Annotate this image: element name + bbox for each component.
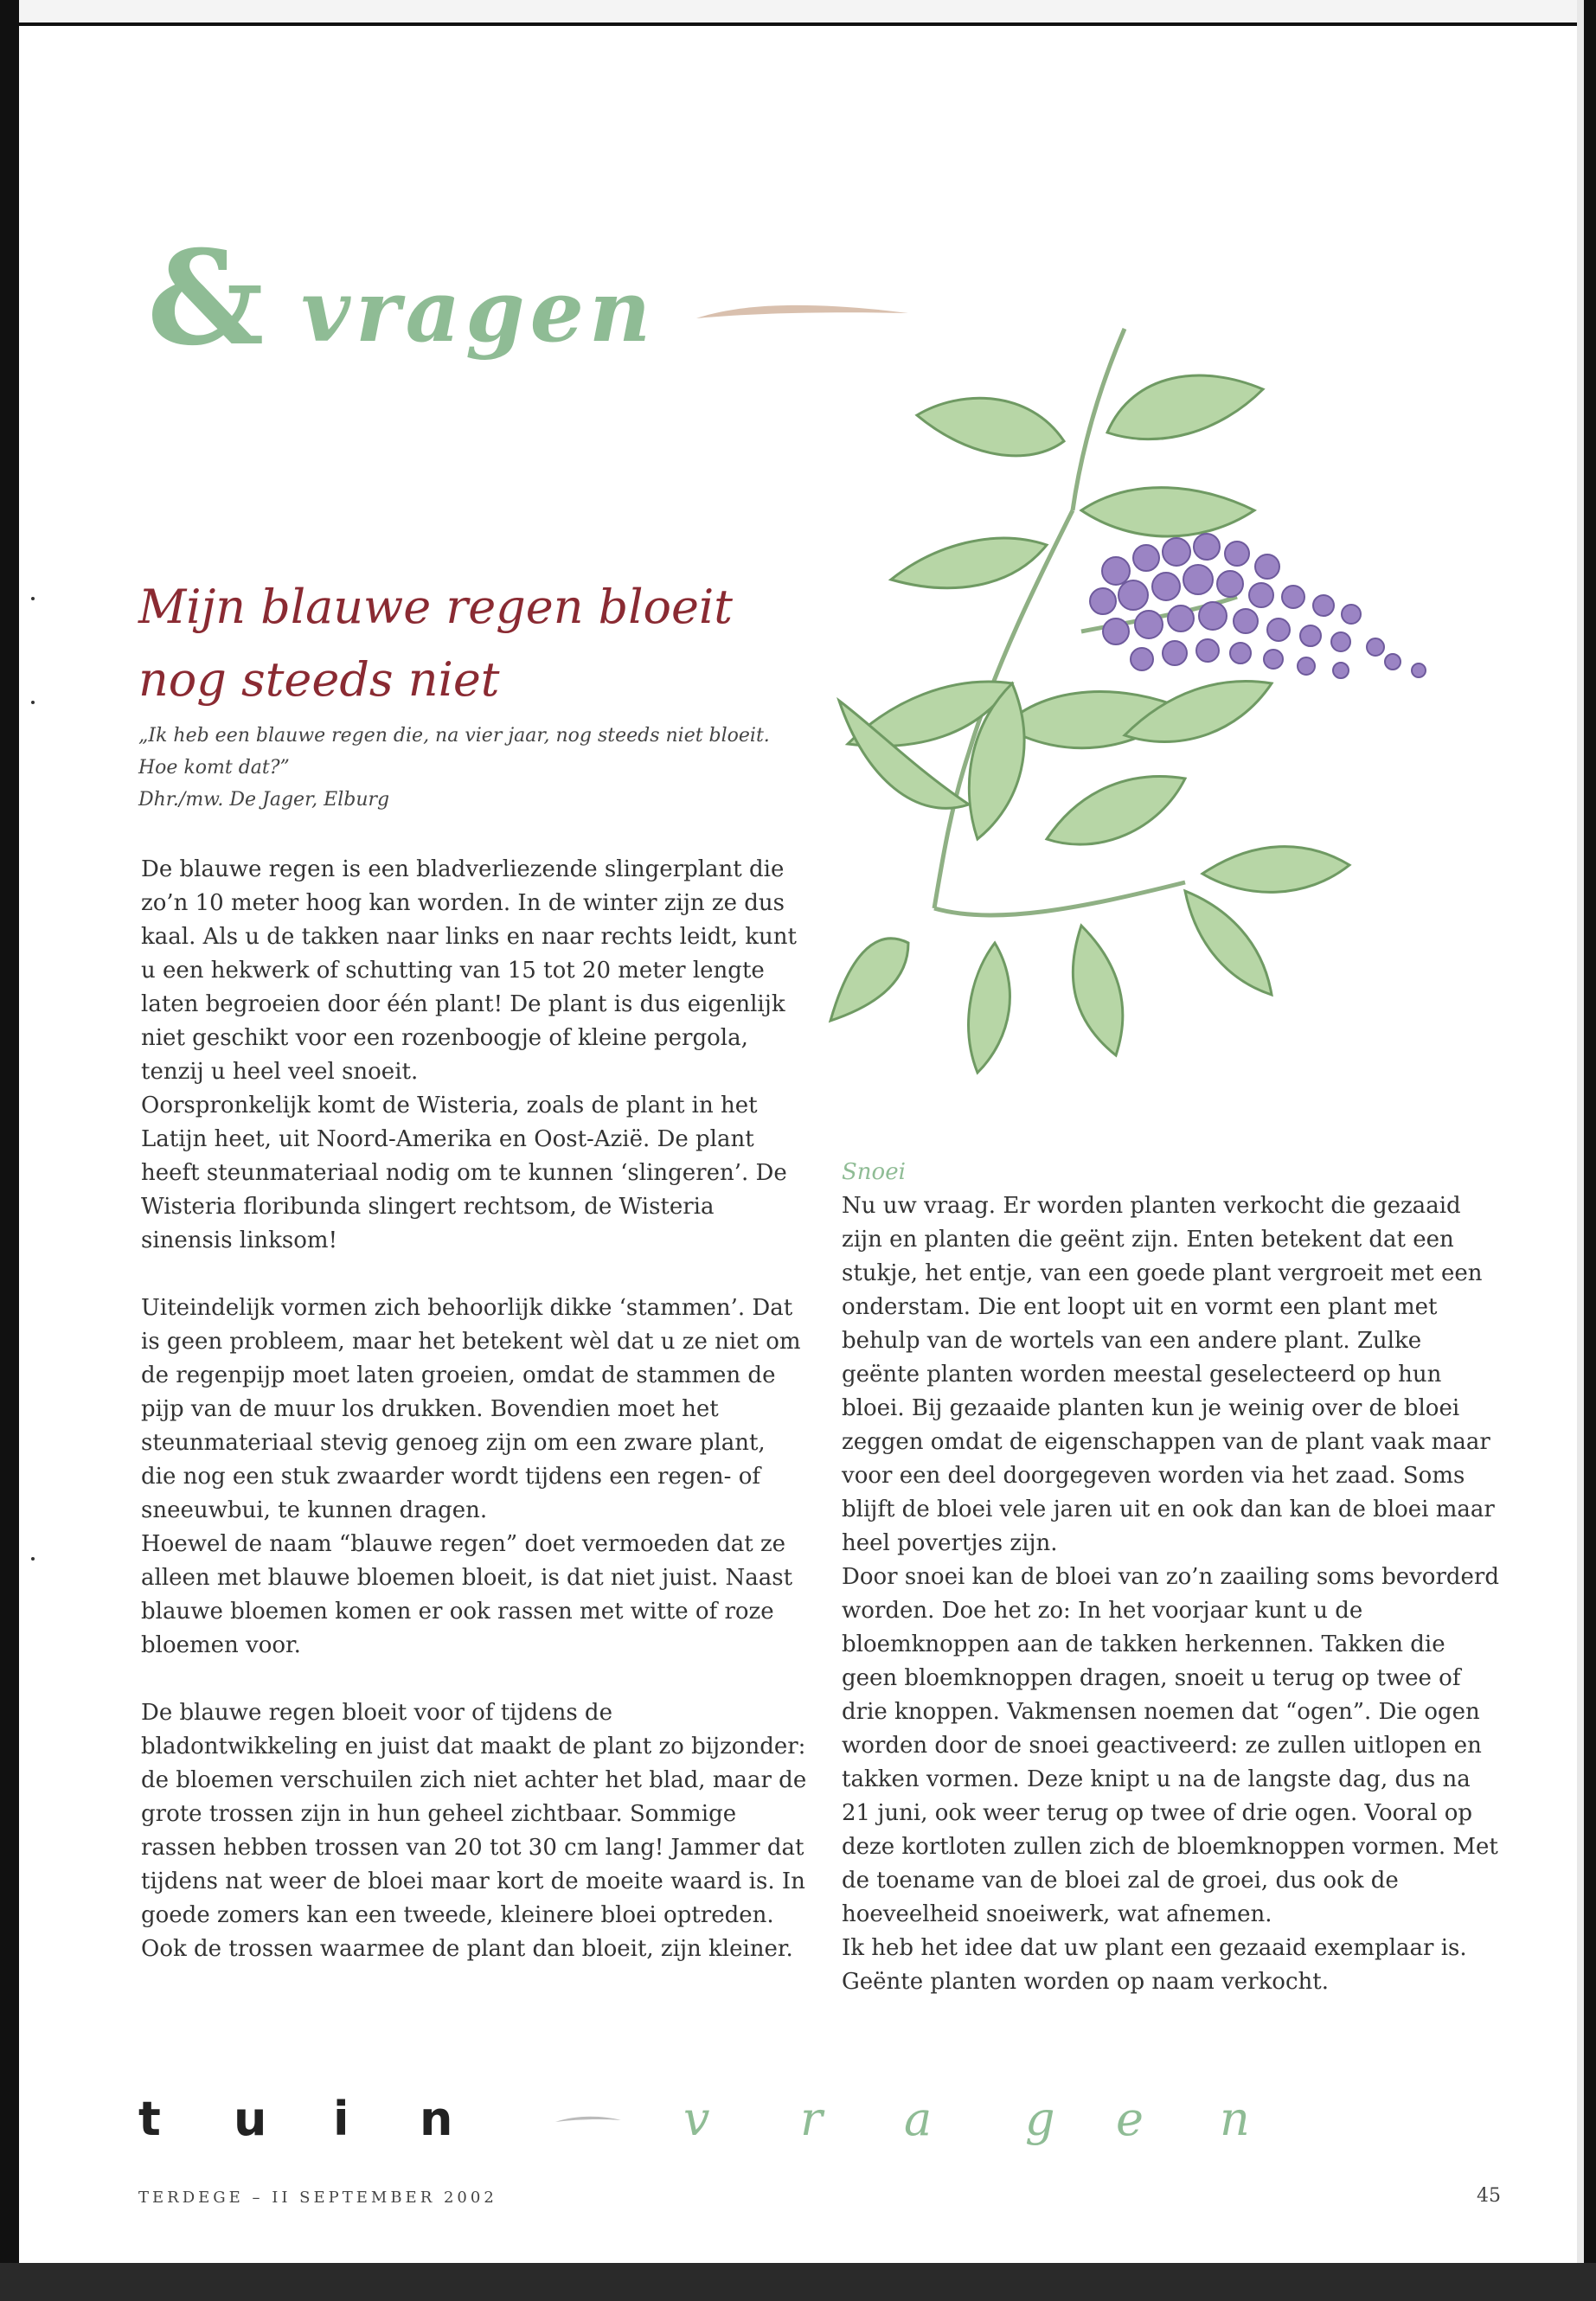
footer-letter: n bbox=[1220, 2092, 1250, 2146]
scan-border-bottom bbox=[0, 2263, 1596, 2301]
scan-speck bbox=[31, 701, 35, 704]
paragraph: De blauwe regen bloeit voor of tijdens de bladontwikkeling en juist dat maakt de plant zo bijzonder: de bloemen verschuilen zich niet achter het blad, maar de grote trossen zijn in hun geheel zichtbaar. Sommige rassen hebben trossen van 20 tot 30 cm lang! Jammer dat tijdens nat weer de bloei maar kort de moeite waard is. In goede zomers kan een tweede, kleinere bloei optreden. Ook de trossen waarmee de plant dan bloeit, zijn kleiner. bbox=[141, 1700, 807, 1962]
footer-letter: v bbox=[683, 2092, 710, 2146]
scan-speck bbox=[31, 597, 35, 600]
paragraph: Hoewel de naam “blauwe regen” doet vermoeden dat ze alleen met blauwe bloemen bloeit, is dat niet juist. Naast blauwe bloemen komen er ook rassen met witte of roze bloemen voor. bbox=[141, 1531, 793, 1658]
paragraph: Nu uw vraag. Er worden planten verkocht die gezaaid zijn en planten die geënt zijn. Enten betekent dat een stukje, het entje, van een goede plant vergroeit met een onderstam. Die ent loopt uit en vormt een plant met behulp van de wortels van een andere plant. Zulke geënte planten worden meestal geselecteerd op hun bloei. Bij gezaaide planten kun je weinig over de bloei zeggen omdat de eigenschappen van de plant vaak maar voor een deel doorgegeven worden via het zaad. Soms blijft de bloei vele jaren uit en ook dan kan de bloei maar heel povertjes zijn. bbox=[842, 1193, 1495, 1556]
question-text: „Ik heb een blauwe regen die, na vier jaar, nog steeds niet bloeit. Hoe komt dat?” bbox=[138, 725, 770, 779]
section-subhead-snoei: Snoei bbox=[842, 1159, 906, 1185]
footer-letter: t bbox=[138, 2092, 161, 2146]
scan-border-top bbox=[0, 0, 1596, 26]
scan-border-left bbox=[0, 0, 19, 2301]
paragraph: Ik heb het idee dat uw plant een gezaaid exemplaar is. Geënte planten worden op naam verkocht. bbox=[842, 1935, 1467, 1995]
paragraph: Door snoei kan de bloei van zo’n zaailing soms bevorderd worden. Doe het zo: In het voorjaar kunt u de bloemknoppen aan de takken herkennen. Takken die geen bloemknoppen dragen, snoeit u terug op twee of drie knoppen. Vakmensen noemen dat “ogen”. Die ogen worden door de snoei geactiveerd: ze zullen uitlopen en takken vormen. Deze knipt u na de langste dag, dus na 21 juni, ook weer terug op twee of drie ogen. Vooral op deze kortloten zullen zich de bloemknoppen vormen. Met de toename van de bloei zal de groei, dus ook de hoeveelheid snoeiwerk, wat afnemen. bbox=[842, 1564, 1499, 1927]
paragraph: Oorspronkelijk komt de Wisteria, zoals de plant in het Latijn heet, uit Noord-Amerika en Oost-Azië. De plant heeft steunmateriaal nodig om te kunnen ‘slingeren’. De Wisteria floribunda slingert rechtsom, de Wisteria sinensis linksom! bbox=[141, 1093, 787, 1253]
footer-section-title bbox=[0, 2085, 1596, 2154]
publication-info: TERDEGE – II SEPTEMBER 2002 bbox=[138, 2189, 497, 2207]
reader-question bbox=[138, 720, 796, 816]
heading-ampersand: & bbox=[147, 222, 265, 375]
heading-vragen: vragen bbox=[301, 262, 657, 362]
right-column bbox=[842, 1156, 1499, 1999]
footer-letter: a bbox=[904, 2092, 933, 2146]
footer-letter: n bbox=[420, 2092, 453, 2146]
paragraph: Uiteindelijk vormen zich behoorlijk dikke ‘stammen’. Dat is geen probleem, maar het betekent wèl dat u ze niet om de regenpijp moet laten groeien, omdat de stammen de pijp van de muur los drukken. Bovendien moet het steunmateriaal stevig genoeg zijn om een zware plant, die nog een stuk zwaarder wordt tijdens een regen- of sneeuwbui, te kunnen dragen. bbox=[141, 1295, 801, 1523]
footer-letter: u bbox=[234, 2092, 267, 2146]
question-signature: Dhr./mw. De Jager, Elburg bbox=[138, 789, 390, 811]
wisteria-illustration-icon bbox=[822, 320, 1548, 1099]
scan-border-right bbox=[1584, 0, 1596, 2301]
footer-letter: i bbox=[333, 2092, 349, 2146]
footer-letter: g bbox=[1025, 2092, 1055, 2146]
footer-letter: e bbox=[1116, 2092, 1144, 2146]
footer-letter: r bbox=[800, 2092, 823, 2146]
scan-border-right-inner bbox=[1577, 0, 1584, 2266]
article-title: Mijn blauwe regen bloeit nog steeds niet bbox=[138, 580, 733, 707]
paragraph: De blauwe regen is een bladverliezende slingerplant die zo’n 10 meter hoog kan worden. In de winter zijn ze dus kaal. Als u de takken naar links en naar rechts leidt, kunt u een hekwerk of schutting van 15 tot 20 meter lengte laten begroeien door één plant! De plant is dus eigenlijk niet geschikt voor een rozenboogje of kleine pergola, tenzij u heel veel snoeit. bbox=[141, 856, 797, 1085]
page-number: 45 bbox=[1477, 2185, 1501, 2207]
footer-swoosh-decoration bbox=[554, 2113, 623, 2125]
scan-speck bbox=[31, 1557, 35, 1561]
left-column bbox=[141, 853, 807, 1966]
